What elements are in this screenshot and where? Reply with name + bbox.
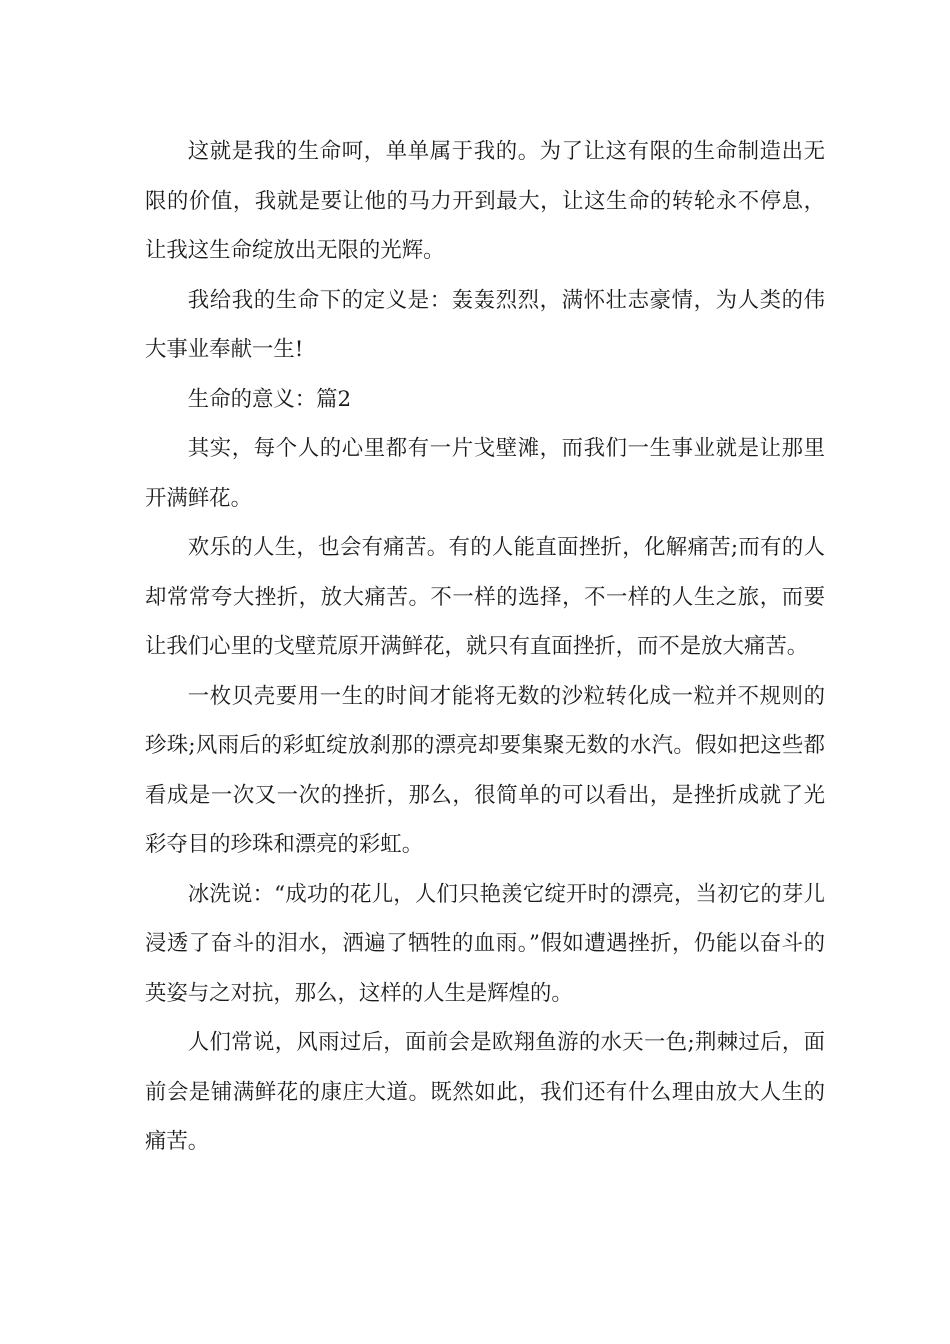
paragraph-2: 我给我的生命下的定义是：轰轰烈烈，满怀壮志豪情，为人类的伟大事业奉献一生! [145,287,825,362]
document-page [145,127,825,1167]
paragraph-1: 这就是我的生命呵，单单属于我的。为了让这有限的生命制造出无限的价值，我就是要让他的马力开到最大，让这生命的转轮永不停息，让我这生命绽放出无限的光辉。 [145,139,825,263]
section-heading: 生命的意义：篇2 [187,386,352,412]
paragraph-7: 人们常说，风雨过后，面前会是欧翔鱼游的水天一色;荆棘过后，面前会是铺满鲜花的康庄大道。既然如此，我们还有什么理由放大人生的痛苦。 [145,1030,825,1154]
paragraph-6: 冰洗说：“成功的花儿，人们只艳羡它绽开时的漂亮，当初它的芽儿浸透了奋斗的泪水，洒遍了牺牲的血雨。”假如遭遇挫折，仍能以奋斗的英姿与之对抗，那么，这样的人生是辉煌的。 [145,881,825,1006]
paragraph-4: 欢乐的人生，也会有痛苦。有的人能直面挫折，化解痛苦;而有的人却常常夸大挫折，放大痛苦。不一样的选择，不一样的人生之旅，而要让我们心里的戈壁荒原开满鲜花，就只有直面挫折，而不是放大痛苦。 [145,535,825,659]
paragraph-5: 一枚贝壳要用一生的时间才能将无数的沙粒转化成一粒并不规则的珍珠;风雨后的彩虹绽放刹那的漂亮却要集聚无数的水汽。假如把这些都看成是一次又一次的挫折，那么，很简单的可以看出，是挫折成就了光彩夺目的珍珠和漂亮的彩虹。 [145,683,825,857]
paragraph-3: 其实，每个人的心里都有一片戈壁滩，而我们一生事业就是让那里开满鲜花。 [145,436,825,511]
